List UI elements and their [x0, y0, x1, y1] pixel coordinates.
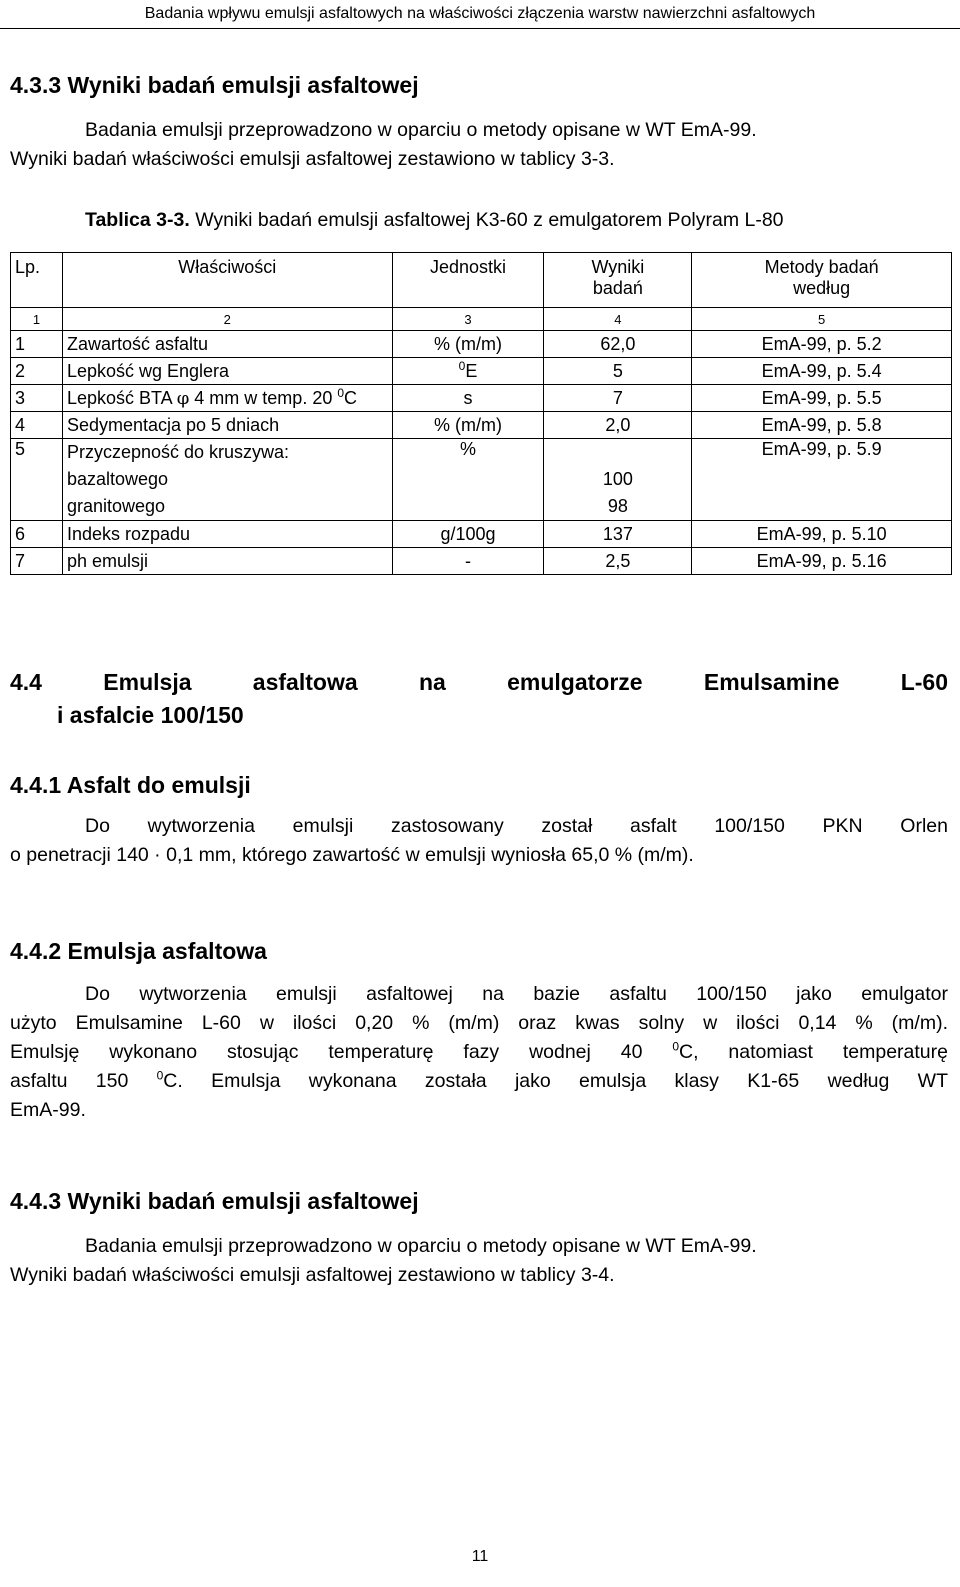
- results-table: [10, 252, 952, 575]
- table-caption-label: Tablica 3-3.: [85, 209, 190, 231]
- table-row: 5 Przyczepność do kruszywa: bazaltowego granitowego % 100 98 EmA-99, p. 5.9: [11, 439, 952, 521]
- table-row: 4 Sedymentacja po 5 dniach % (m/m) 2,0 EmA-99, p. 5.8: [11, 412, 952, 439]
- section-4-4-3-paragraph: [10, 1232, 948, 1290]
- table-row: 6 Indeks rozpadu g/100g 137 EmA-99, p. 5.10: [11, 521, 952, 548]
- header-lp: Lp.: [11, 253, 63, 308]
- table-caption: [10, 206, 948, 235]
- header-units: Jednostki: [392, 253, 544, 308]
- paragraph-line: Wyniki badań właściwości emulsji asfaltowej zestawiono w tablicy 3-4.: [10, 1264, 615, 1286]
- table-caption-text: Wyniki badań emulsji asfaltowej K3-60 z emulgatorem Polyram L-80: [195, 209, 784, 231]
- running-header: [0, 2, 960, 29]
- section-4-4-1-paragraph: Do wytworzenia emulsji zastosowany został asfalt 100/150 PKN Orlen o penetracji 140 · 0,1 mm, którego zawartość w emulsji wyniosła 65,0 % (m/m).: [10, 815, 948, 866]
- column-number-row: [11, 308, 952, 331]
- table-row: 3 Lepkość BTA φ 4 mm w temp. 20 $^0$C s 7 EmA-99, p. 5.5: [11, 385, 952, 412]
- table-row: 2 Lepkość wg Englera $^0$E 5 EmA-99, p. 5.4: [11, 358, 952, 385]
- table-row: 7 ph emulsji - 2,5 EmA-99, p. 5.16: [11, 548, 952, 575]
- phi-symbol: φ: [176, 387, 190, 409]
- section-4-4-1-title: 4.4.1 Asfalt do emulsji: [10, 772, 251, 798]
- column-number: 3: [392, 308, 544, 331]
- page-number: 11: [471, 1548, 489, 1565]
- section-4-4-2-paragraph: Do wytworzenia emulsji asfaltowej na bazie asfaltu 100/150 jako emulgator użyto Emulsamine L-60 w ilości 0,20 % (m/m) oraz kwas solny w ilości 0,14 % (m/m). Emulsję wykonano stosując temperaturę fazy wodnej 40 $^0$C, natomiast temperaturę asfaltu 150 $^0$C. Emulsja wykonana została jako emulsja klasy K1-65 według WT EmA-99.: [10, 983, 948, 1121]
- table-header-row: [11, 253, 952, 308]
- header-properties: Właściwości: [62, 253, 392, 308]
- paragraph-line: Badania emulsji przeprowadzono w oparciu o metody opisane w WT EmA-99.: [85, 1235, 757, 1257]
- section-4-3-3-paragraph: [10, 116, 948, 174]
- column-number: 1: [11, 308, 63, 331]
- column-number: 4: [544, 308, 692, 331]
- section-4-3-3-title: 4.3.3 Wyniki badań emulsji asfaltowej: [10, 72, 419, 98]
- paragraph-line: Wyniki badań właściwości emulsji asfaltowej zestawiono w tablicy 3-3.: [10, 148, 615, 170]
- section-4-4-title: 4.4 Emulsja asfaltowa na emulgatorze Emulsamine L-60 i asfalcie 100/150: [10, 669, 948, 728]
- section-4-4-2-title: 4.4.2 Emulsja asfaltowa: [10, 938, 267, 964]
- header-methods: Metody badań według: [692, 253, 952, 308]
- running-title: Badania wpływu emulsji asfaltowych na właściwości złączenia warstw nawierzchni asfaltowych: [144, 5, 816, 22]
- table-row: 1 Zawartość asfaltu % (m/m) 62,0 EmA-99, p. 5.2: [11, 331, 952, 358]
- column-number: 5: [692, 308, 952, 331]
- paragraph-line: Badania emulsji przeprowadzono w oparciu o metody opisane w WT EmA-99.: [85, 119, 757, 141]
- header-results: Wyniki badań: [544, 253, 692, 308]
- column-number: 2: [62, 308, 392, 331]
- section-4-4-3-title: 4.4.3 Wyniki badań emulsji asfaltowej: [10, 1188, 419, 1214]
